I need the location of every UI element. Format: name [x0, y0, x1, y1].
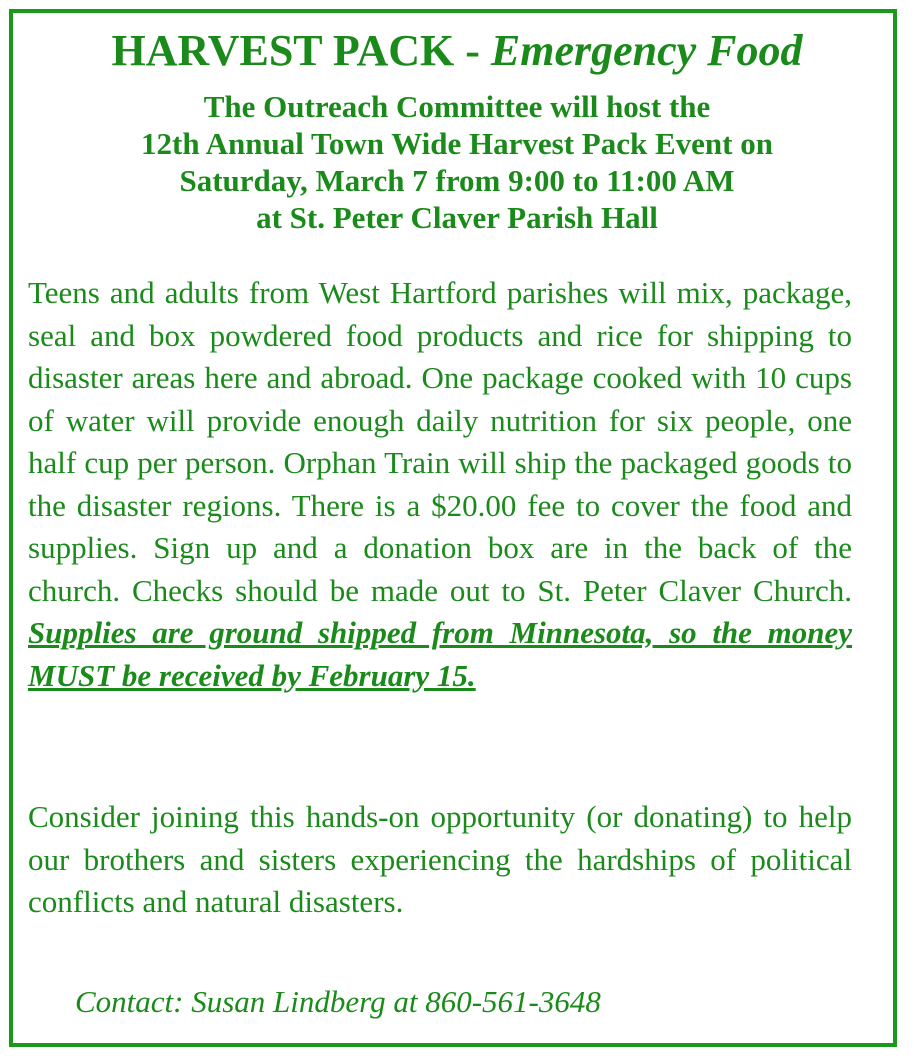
closing-appeal: Consider joining this hands-on opportunity (or donating) to help our brothers and sisters experiencing the hardships of political conflicts and natural disasters. — [28, 799, 852, 919]
title-subtitle: Emergency Food — [490, 26, 803, 75]
flyer-title — [0, 26, 914, 76]
intro-line: The Outreach Committee will host the — [203, 89, 711, 124]
description-text: Teens and adults from West Hartford parishes will mix, package, seal and box powdered food products and rice for shipping to disaster areas here and abroad. One package cooked with 10 cups of water will provide enough daily nutrition for six people, one half cup per person. Orphan Train will ship the packaged goods to the disaster regions. There is a $20.00 fee to cover the food and supplies. Sign up and a donation box are in the back of the church. Checks should be made out to St. Peter Claver Church. — [28, 275, 852, 608]
intro-line: Saturday, March 7 from 9:00 to 11:00 AM — [179, 163, 735, 198]
title-main: HARVEST PACK - — [111, 26, 491, 75]
payment-deadline-notice: Supplies are ground shipped from Minnesota, so the money MUST be received by February 15. — [28, 615, 852, 693]
event-description — [28, 272, 852, 697]
intro-line: 12th Annual Town Wide Harvest Pack Event on — [141, 126, 773, 161]
intro-line: at St. Peter Claver Parish Hall — [256, 200, 658, 235]
contact-info: Contact: Susan Lindberg at 860-561-3648 — [75, 984, 601, 1019]
event-announcement — [0, 88, 914, 236]
